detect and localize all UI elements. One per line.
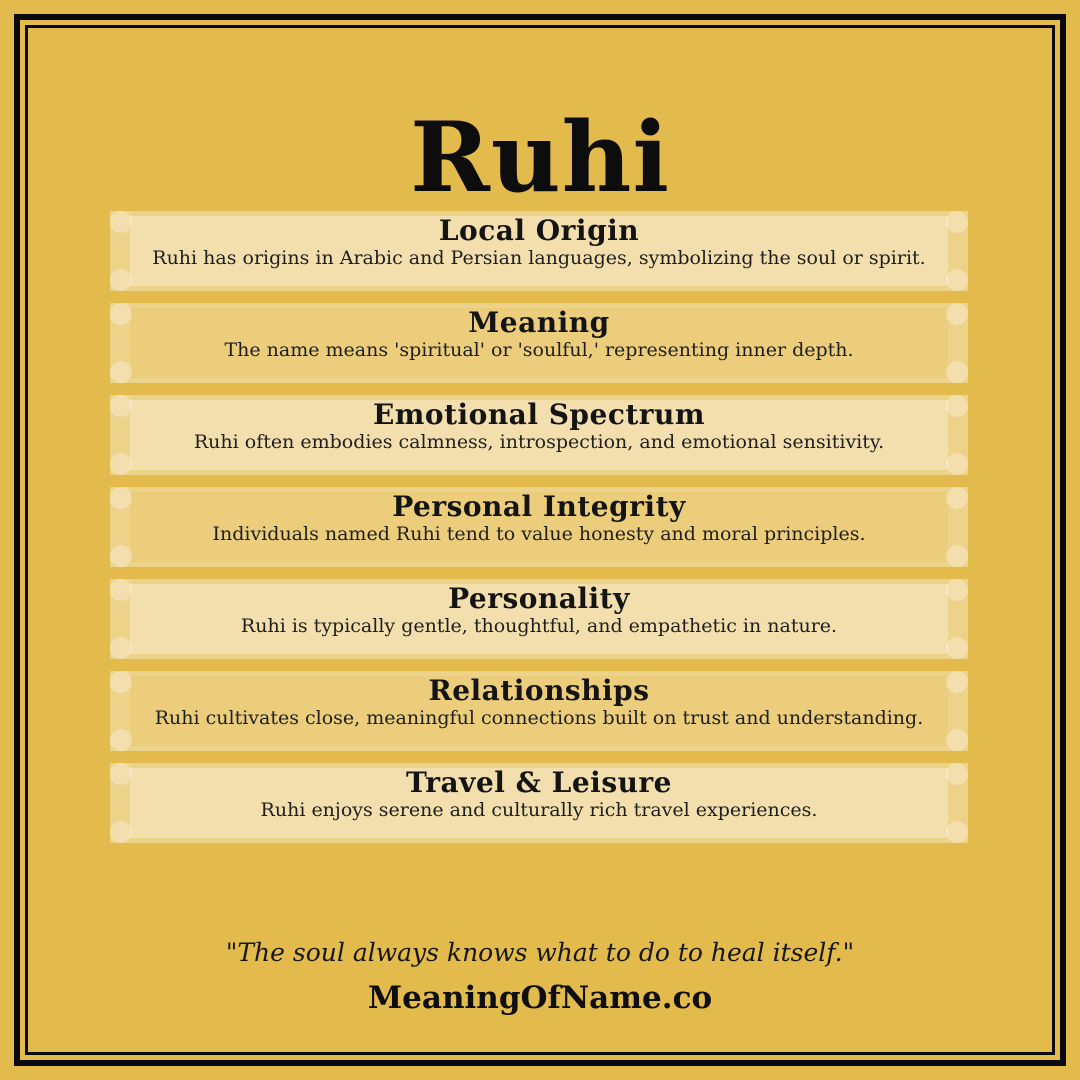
corner-dot-icon: [946, 361, 968, 383]
quote-text: "The soul always knows what to do to heal itself.": [225, 938, 855, 967]
section-card-content: [110, 395, 968, 453]
section-card-content: [110, 763, 968, 821]
section-heading: Emotional Spectrum: [372, 398, 706, 431]
corner-dot-icon: [946, 637, 968, 659]
corner-dot-icon: [110, 637, 132, 659]
section-card-content: [110, 671, 968, 729]
sections-list: [110, 211, 968, 855]
section-description: Ruhi often embodies calmness, introspection, and emotional sensitivity.: [193, 431, 885, 453]
corner-dot-icon: [946, 729, 968, 751]
section-card-content: [110, 579, 968, 637]
corner-dot-icon: [110, 361, 132, 383]
section-card-content: [110, 211, 968, 269]
corner-dot-icon: [946, 821, 968, 843]
section-heading: Local Origin: [438, 214, 640, 247]
corner-dot-icon: [110, 821, 132, 843]
section-card: [110, 579, 968, 659]
section-heading: Relationships: [428, 674, 650, 707]
page-title: Ruhi: [410, 101, 670, 215]
section-card-content: [110, 303, 968, 361]
section-card-content: [110, 487, 968, 545]
corner-dot-icon: [110, 269, 132, 291]
section-heading: Personality: [448, 582, 630, 615]
section-card: [110, 303, 968, 383]
section-description: Ruhi cultivates close, meaningful connections built on trust and understanding.: [154, 707, 924, 729]
section-card: [110, 211, 968, 291]
section-heading: Travel & Leisure: [405, 766, 672, 799]
corner-dot-icon: [110, 729, 132, 751]
section-description: Ruhi is typically gentle, thoughtful, and empathetic in nature.: [240, 615, 838, 637]
section-card: [110, 671, 968, 751]
corner-dot-icon: [946, 269, 968, 291]
section-description: Ruhi has origins in Arabic and Persian languages, symbolizing the soul or spirit.: [152, 247, 926, 269]
brand-name: MeaningOfName.co: [367, 980, 713, 1016]
corner-dot-icon: [946, 545, 968, 567]
section-heading: Meaning: [468, 306, 610, 339]
section-card: [110, 395, 968, 475]
corner-dot-icon: [110, 453, 132, 475]
section-description: The name means 'spiritual' or 'soulful,' representing inner depth.: [224, 339, 854, 361]
section-card: [110, 763, 968, 843]
section-card: [110, 487, 968, 567]
section-description: Individuals named Ruhi tend to value honesty and moral principles.: [212, 523, 866, 545]
section-heading: Personal Integrity: [392, 490, 686, 523]
corner-dot-icon: [946, 453, 968, 475]
corner-dot-icon: [110, 545, 132, 567]
section-description: Ruhi enjoys serene and culturally rich travel experiences.: [260, 799, 818, 821]
